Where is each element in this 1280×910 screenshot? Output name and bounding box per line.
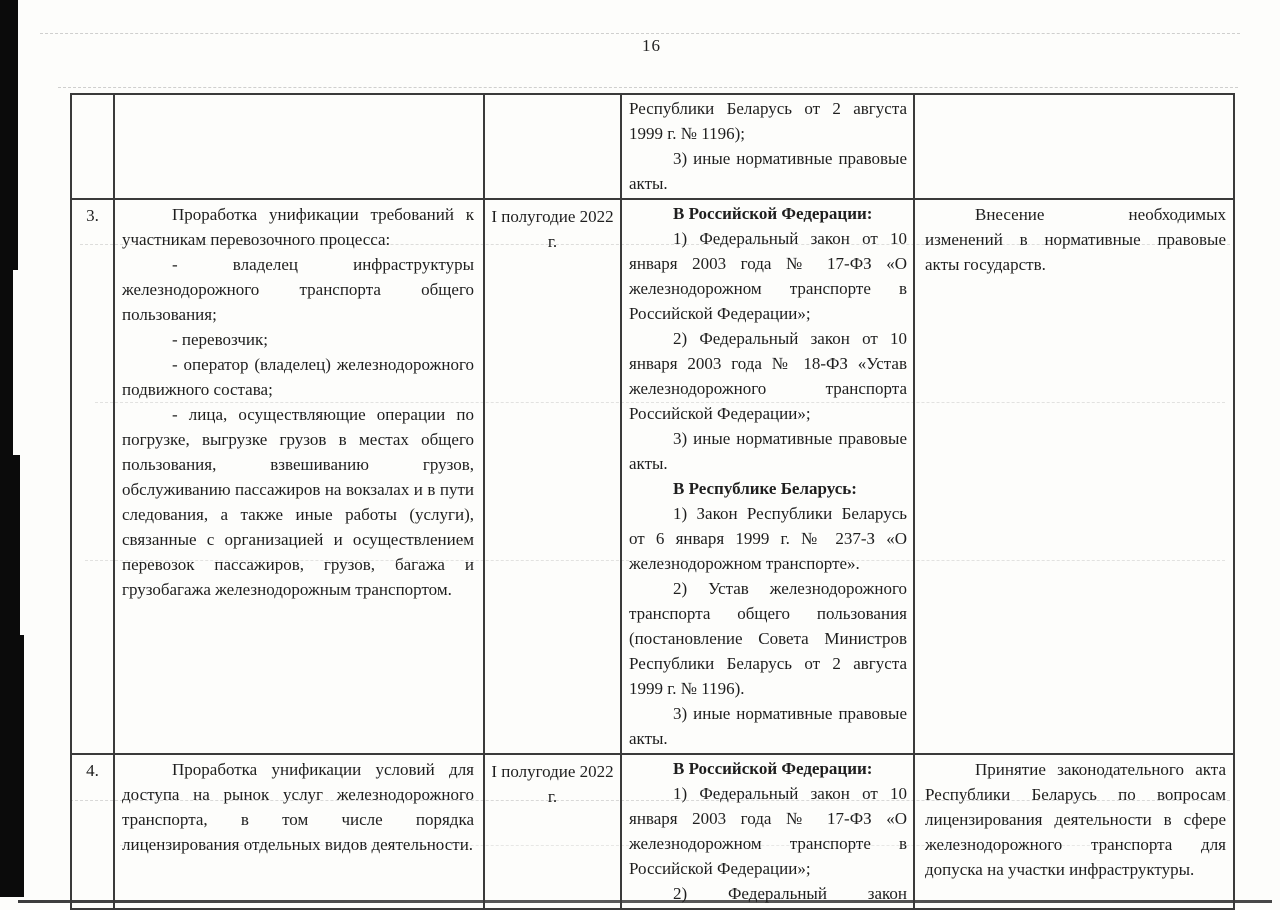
legal-paragraph: 2) Устав железнодорожного транспорта общего пользования (постановление Совета Министров Республики Беларусь от 2 августа 1999 г. № 1196). bbox=[629, 579, 907, 698]
cell-measure bbox=[114, 754, 484, 909]
legal-paragraph: 1) Федеральный закон от 10 января 2003 года № 17-ФЗ «О железнодорожном транспорте в Российской Федерации»; bbox=[629, 784, 907, 878]
cell-legal-basis bbox=[621, 199, 914, 754]
cell-term bbox=[484, 754, 621, 909]
cell-row-number: 3. bbox=[71, 199, 114, 754]
legal-heading-rf: В Российской Федерации: bbox=[673, 204, 873, 223]
measure-paragraph: - лица, осуществляющие операции по погрузке, выгрузке грузов в местах общего пользования, взвешиванию грузов, обслуживанию пассажиров на вокзалах и в пути следования, а также иные работы (услуги), связанные с организацией и осуществлением перевозок пассажиров, грузов, багажа и грузобагажа железнодорожным транспортом. bbox=[122, 405, 474, 599]
table-row-3 bbox=[71, 199, 1234, 754]
term-text: I полугодие 2022 г. bbox=[491, 207, 614, 251]
cell-term bbox=[484, 199, 621, 754]
cell-row-number: 4. bbox=[71, 754, 114, 909]
page-number: 16 bbox=[642, 36, 661, 55]
cell-legal-basis bbox=[621, 754, 914, 909]
measure-paragraph: - оператор (владелец) железнодорожного подвижного состава; bbox=[122, 355, 474, 399]
scan-artifact-left-bar bbox=[0, 0, 18, 270]
scan-noise-line bbox=[58, 87, 1238, 88]
result-paragraph: Внесение необходимых изменений в нормативные правовые акты государств. bbox=[925, 205, 1226, 274]
cell-measure bbox=[114, 199, 484, 754]
plan-table bbox=[70, 93, 1235, 910]
table-row-continuation bbox=[71, 94, 1234, 199]
cell-measure-empty bbox=[114, 94, 484, 199]
legal-paragraph-truncated: 2) Федеральный закон bbox=[673, 884, 907, 903]
measure-paragraph: - перевозчик; bbox=[172, 330, 269, 349]
scan-artifact-left-bar bbox=[0, 270, 13, 455]
term-text: I полугодие 2022 г. bbox=[491, 762, 614, 806]
legal-heading-rb: В Республике Беларусь: bbox=[673, 479, 857, 498]
measure-paragraph: - владелец инфраструктуры железнодорожного транспорта общего пользования; bbox=[122, 255, 474, 324]
legal-paragraph: 3) иные нормативные правовые акты. bbox=[629, 429, 907, 473]
legal-paragraph: Республики Беларусь от 2 августа 1999 г. № 1196); bbox=[629, 99, 907, 143]
measure-paragraph: Проработка унификации условий для доступа на рынок услуг железнодорожного транспорта, в том числе порядка лицензирования отдельных видов деятельности. bbox=[122, 760, 474, 854]
legal-paragraph: 1) Федеральный закон от 10 января 2003 года № 17-ФЗ «О железнодорожном транспорте в Российской Федерации»; bbox=[629, 229, 907, 323]
result-paragraph: Принятие законодательного акта Республики Беларусь по вопросам лицензирования деятельности в сфере железнодорожного транспорта для допуска на участки инфраструктуры. bbox=[925, 760, 1226, 879]
scan-noise-line bbox=[40, 33, 1240, 34]
legal-paragraph: 3) иные нормативные правовые акты. bbox=[629, 704, 907, 748]
legal-paragraph: 1) Закон Республики Беларусь от 6 января 1999 г. № 237-З «О железнодорожном транспорте». bbox=[629, 504, 907, 573]
cell-result bbox=[914, 754, 1234, 909]
cell-number-empty bbox=[71, 94, 114, 199]
scan-artifact-left-bar bbox=[0, 455, 20, 635]
legal-heading-rf: В Российской Федерации: bbox=[673, 759, 873, 778]
cell-result-empty bbox=[914, 94, 1234, 199]
cell-legal-basis bbox=[621, 94, 914, 199]
scan-artifact-left-bar bbox=[0, 635, 24, 897]
cell-result bbox=[914, 199, 1234, 754]
table-row-4 bbox=[71, 754, 1234, 909]
measure-paragraph: Проработка унификации требований к участникам перевозочного процесса: bbox=[122, 205, 474, 249]
legal-paragraph: 2) Федеральный закон от 10 января 2003 года № 18-ФЗ «Устав железнодорожного транспорта Российской Федерации»; bbox=[629, 329, 907, 423]
legal-paragraph: 3) иные нормативные правовые акты. bbox=[629, 149, 907, 193]
cell-term-empty bbox=[484, 94, 621, 199]
